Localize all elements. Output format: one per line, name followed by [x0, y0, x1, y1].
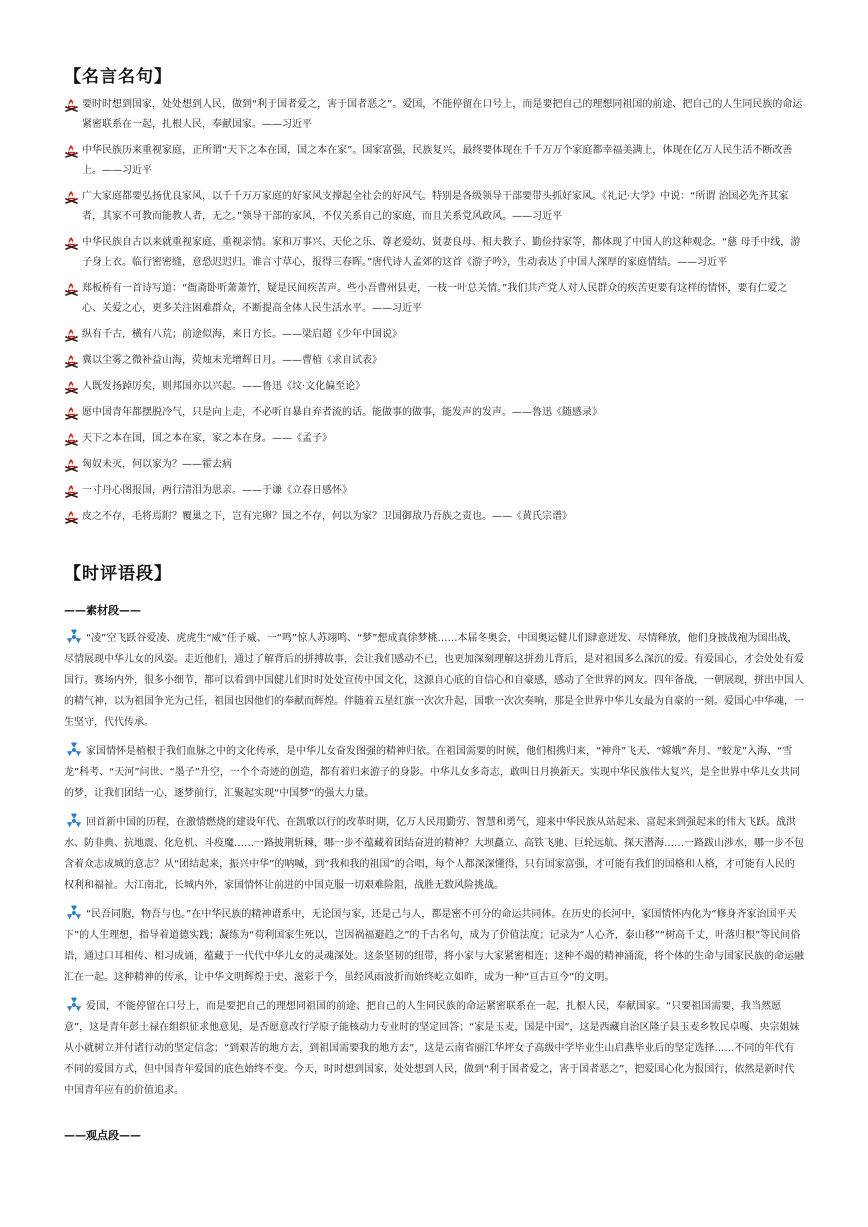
- subheading-viewpoint: ——观点段——: [64, 1129, 141, 1142]
- radiation-icon: [64, 904, 84, 922]
- section-title-quotes: 【名言名句】: [64, 67, 172, 87]
- document-content: [64, 62, 804, 1153]
- torch-icon: [64, 328, 79, 342]
- quote-item: [64, 481, 804, 501]
- paragraph-text: “凌”空飞跃谷爱凌、虎虎生“威”任子威、一“鸣”惊人苏翊鸣、“梦”想成真徐梦桃……本届冬奥会，中国奥运健儿们肆意迸发、尽情释放，他们身披战袍为国出战，尽情展现中华儿女的风姿。走近他们，通过了解背后的拼搏故事，会让我们感动不已，也更加深刻理解这拼劲儿背后，是对祖国多么深沉的爱。有爱国心，才会处处有爱国行。赛场内外，很多小细节，都可以看到中国健儿们时时处处宣传中国文化，这源自心底的自信心和自豪感，感动了全世界的网友。四年备战，一朝展现，拼出中国人的精气神，以为祖国争光为己任，祖国也因他们的奉献而辉煌。伴随着五星红旗一次次升起，国歌一次次奏响，那是全世界中华儿女最为自豪的一刻。爱国心中华魂，一生坚守，代代传承。: [64, 633, 804, 728]
- quote-item: [64, 377, 804, 397]
- material-paragraph: [64, 904, 804, 988]
- quote-text: 愿中国青年都摆脱冷气，只是向上走，不必听自暴自弃者流的话。能做事的做事，能发声的发声。——鲁迅《随感录》: [82, 407, 602, 418]
- quote-item: [64, 95, 804, 135]
- quote-item: [64, 429, 804, 449]
- quote-item: [64, 279, 804, 319]
- paragraph-text: 回首新中国的历程，在激情燃烧的建设年代、在凯歌以行的改革时期，亿万人民用勤劳、智慧和勇气，迎来中华民族从站起来、富起来到强起来的伟大飞跃。战洪水、防非典、抗地震、化危机、斗疫魔……一路披荆斩棘，哪一步不蕴藏着团结奋进的精神？大坝矗立、高铁飞驰、巨轮远航、探天潜海……一路跋山涉水，哪一步不包含着众志成城的意志？从“团结起来，振兴中华”的呐喊，到“我和我的祖国”的合唱，每个人都深深懂得，只有国家富强，才可能有我们的国格和人格，才可能有人民的权利和福祉。大江南北，长城内外，家国情怀让前进的中国克服一切艰难险阻，战胜无数风险挑战。: [64, 817, 804, 891]
- quote-text: 天下之本在国，国之本在家，家之本在身。——《孟子》: [82, 433, 332, 444]
- quote-text: 冀以尘雾之微补益山海，荧烛末光增辉日月。——曹植《求自试表》: [82, 355, 382, 366]
- quote-text: 皮之不存，毛将焉附？覆巢之下，岂有完卵？国之不存，何以为家？卫国御敌乃吾族之责也。——《黄氏宗谱》: [82, 511, 572, 522]
- torch-icon: [64, 484, 79, 498]
- paragraph-list: [64, 628, 804, 1101]
- quote-item: [64, 455, 804, 475]
- paragraph-text: “民吾同胞，物吾与也。”在中华民族的精神谱系中，无论国与家，还是己与人，都是密不可分的命运共同体。在历史的长河中，家国情怀内化为“修身齐家治国平天下”的人生理想，指导着道德实践；凝练为“苟利国家生死以，岂因祸福避趋之”的千古名句，成为了价值法度；记录为“人心齐，泰山移”“树高千丈，叶落归根”等民间俗语，通过口耳相传、相习成诵，蕴藏于一代代中华儿女的灵魂深处。这条坚韧的纽带，将小家与大家紧密相连；这种不竭的精神涌流，将个体的生命与国家民族的命运融汇在一起。这种精神的传承，让中华文明辉煌于史、滋彩于今，虽经风雨波折而始终屹立如昨，成为一种“亘古亘今”的文明。: [64, 909, 804, 983]
- material-paragraph: [64, 812, 804, 896]
- quote-item: [64, 187, 804, 227]
- quote-item: [64, 351, 804, 371]
- quote-list: [64, 95, 804, 527]
- torch-icon: [64, 432, 79, 446]
- quote-text: 纵有千古，横有八荒；前途似海，来日方长。——梁启超《少年中国说》: [82, 329, 402, 340]
- quote-item: [64, 141, 804, 181]
- quote-text: 一寸丹心图报国，两行清泪为思亲。——于谦《立春日感怀》: [82, 485, 352, 496]
- material-paragraph: [64, 628, 804, 733]
- radiation-icon: [64, 628, 84, 646]
- torch-icon: [64, 380, 79, 394]
- quote-text: 广大家庭都要弘扬优良家风，以千千万万家庭的好家风支撑起全社会的好风气。特别是各级领导干部要带头抓好家风。《礼记·大学》中说：“所谓 治国必先齐其家者，其家不可教而能教人者，无之。”领导干部的家风，不仅关系自己的家庭，而且关系党风政风。——习近平: [82, 191, 789, 222]
- quote-item: [64, 403, 804, 423]
- quote-text: 中华民族历来重视家庭，正所谓“天下之本在国，国之本在家”。国家富强，民族复兴，最终要体现在千千万万个家庭都幸福美满上，体现在亿万人民生活不断改善上。——习近平: [82, 145, 793, 176]
- quote-text: 人既发扬踔厉矣，则邦国亦以兴起。——鲁迅《坟·文化偏至论》: [82, 381, 366, 392]
- section-title-commentary: 【时评语段】: [64, 564, 172, 584]
- torch-icon: [64, 354, 79, 368]
- torch-icon: [64, 98, 79, 112]
- quote-item: [64, 233, 804, 273]
- torch-icon: [64, 236, 79, 250]
- radiation-icon: [64, 741, 84, 759]
- torch-icon: [64, 282, 79, 296]
- paragraph-text: 爱国，不能停留在口号上，而是要把自己的理想同祖国的前途、把自己的人生同民族的命运紧密联系在一起，扎根人民，奉献国家。“只要祖国需要，我当然愿意”，这是青年彭士禄在组织征求他意见，是否愿意改行学原子能核动力专业时的坚定回答；“家是玉麦，国是中国”，这是西藏自治区隆子县玉麦乡牧民卓嘎、央宗姐妹从小就树立并付诸行动的坚定信念；“到艰苦的地方去，到祖国需要我的地方去”，这是云南省丽江华坪女子高级中学毕业生山启燕毕业后的坚定选择……不同的年代有不同的爱国方式，但中国青年爱国的底色始终不变。今天，时时想到国家，处处想到人民，做到“利于国者爱之，害于国者恶之”，把爱国心化为报国行，依然是新时代中国青年应有的价值追求。: [64, 1001, 800, 1096]
- quote-item: [64, 507, 804, 527]
- quote-text: 要时时想到国家，处处想到人民，做到“利于国者爱之，害于国者恶之”。爱国，不能停留在口号上，而是要把自己的理想同祖国的前途、把自己的人生同民族的命运紧密联系在一起，扎根人民，奉献国家。——习近平: [82, 99, 803, 130]
- quote-item: [64, 325, 804, 345]
- subheading-material: ——素材段——: [64, 604, 141, 617]
- quote-text: 中华民族自古以来就重视家庭、重视亲情。家和万事兴、天伦之乐、尊老爱幼、贤妻良母、相夫教子、勤俭持家等，都体现了中国人的这种观念。“慈 母手中线，游子身上衣。临行密密缝，意恐迟迟归。谁言寸草心，报得三春晖。”唐代诗人孟郊的这首《游子吟》，生动表达了中国人深厚的家庭情结。——习近平: [82, 237, 801, 268]
- torch-icon: [64, 406, 79, 420]
- torch-icon: [64, 510, 79, 524]
- material-paragraph: [64, 741, 804, 804]
- torch-icon: [64, 458, 79, 472]
- material-paragraph: [64, 996, 804, 1101]
- quote-text: 匈奴未灭，何以家为？——霍去病: [82, 459, 232, 470]
- torch-icon: [64, 190, 79, 204]
- paragraph-text: 家国情怀是植根于我们血脉之中的文化传承，是中华儿女奋发图强的精神归依。在祖国需要的时候，他们相携归来，“神舟”飞天、“嫦娥”奔月、“蛟龙”入海、“雪龙”科考、“天河”问世、“墨子”升空，一个个奇迹的创造，都有着归来游子的身影。中华儿女多奇志，敢叫日月换新天。实现中华民族伟大复兴，是全世界中华儿女共同的梦，让我们团结一心，逐梦前行，汇聚起实现“中国梦”的强大力量。: [64, 746, 800, 799]
- radiation-icon: [64, 812, 84, 830]
- torch-icon: [64, 144, 79, 158]
- quote-text: 郑板桥有一首诗写道：“衙斋卧听萧萧竹，疑是民间疾苦声。些小吾曹州县吏，一枝一叶总关情。”我们共产党人对人民群众的疾苦更要有这样的情怀，要有仁爱之心、关爱之心，更多关注困难群众，不断提高全体人民生活水平。——习近平: [82, 283, 788, 314]
- radiation-icon: [64, 996, 84, 1014]
